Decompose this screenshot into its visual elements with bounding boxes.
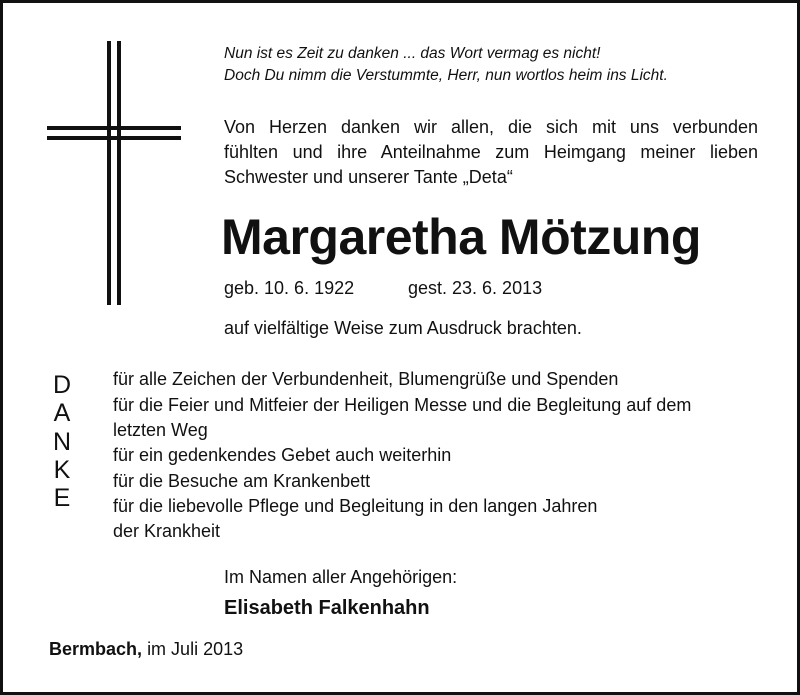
- thanks-list: [113, 367, 773, 545]
- thanks-item: [113, 469, 773, 494]
- thanks-item-text: für die Besuche am Krankenbett: [113, 470, 371, 491]
- thanks-item: [113, 494, 773, 544]
- intro-line-3: Schwester und unserer Tante „Deta“: [224, 167, 513, 187]
- birth-date: geb. 10. 6. 1922: [224, 278, 355, 298]
- life-dates: [224, 276, 543, 300]
- signer-name: Elisabeth Falkenhahn: [224, 597, 430, 619]
- intro-line-2: fühlten und ihre Anteilnahme zum Heimgang meiner lieben: [224, 142, 758, 162]
- intro-paragraph: [224, 115, 758, 190]
- notice-date: im Juli 2013: [147, 639, 244, 659]
- place-and-date: [49, 637, 243, 661]
- cross-icon: [43, 41, 185, 305]
- danke-letter: D: [52, 371, 72, 399]
- poem-line-1: Nun ist es Zeit zu danken ... das Wort vermag es nicht!: [224, 45, 601, 62]
- thanks-item: [113, 393, 773, 443]
- danke-letter: E: [53, 484, 71, 513]
- poem-verse: [224, 43, 784, 87]
- after-name-text: auf vielfältige Weise zum Ausdruck brachten.: [224, 318, 582, 338]
- danke-letter: A: [53, 399, 71, 428]
- thanks-item-text: für ein gedenkendes Gebet auch weiterhin: [113, 445, 452, 466]
- poem-line-2: Doch Du nimm die Verstummte, Herr, nun wortlos heim ins Licht.: [224, 67, 668, 84]
- thanks-item: [113, 443, 773, 468]
- thanks-item-text: für alle Zeichen der Verbundenheit, Blumengrüße und Spenden: [113, 369, 619, 389]
- danke-letter: N: [52, 427, 72, 456]
- thanks-item-text: letzten Weg: [113, 419, 208, 440]
- danke-vertical-word: [49, 371, 75, 512]
- closing-phrase: Im Namen aller Angehörigen:: [224, 567, 458, 587]
- thanks-item-text: für die Feier und Mitfeier der Heiligen Messe und die Begleitung auf dem: [113, 394, 692, 415]
- danke-letter: K: [53, 455, 71, 484]
- thanks-item-text: der Krankheit: [113, 521, 221, 542]
- thanks-item: [113, 367, 773, 392]
- thanks-item-text: für die liebevolle Pflege und Begleitung in den langen Jahren: [113, 496, 598, 517]
- place-name: Bermbach,: [49, 639, 143, 659]
- death-date: gest. 23. 6. 2013: [408, 278, 543, 298]
- intro-line-1: Von Herzen danken wir allen, die sich mit uns verbunden: [224, 117, 758, 137]
- deceased-name: Margaretha Mötzung: [221, 209, 701, 265]
